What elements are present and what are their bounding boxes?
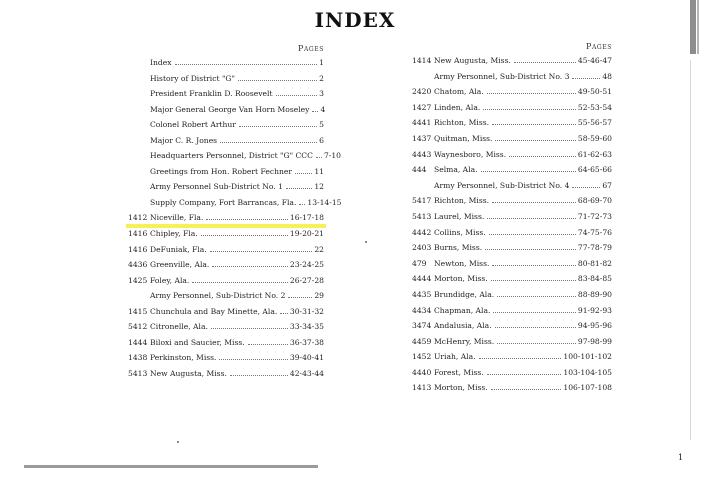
camp-number: 1438 bbox=[128, 353, 148, 363]
page-range: 7-10 bbox=[323, 151, 341, 161]
page-range: 68-69-70 bbox=[577, 196, 612, 206]
index-entry bbox=[128, 229, 324, 245]
index-entry bbox=[412, 72, 612, 88]
page-range: 22 bbox=[314, 244, 324, 254]
camp-number: 4459 bbox=[412, 336, 432, 346]
page-range: 1 bbox=[319, 58, 324, 67]
page-range: 94-95-96 bbox=[577, 321, 612, 331]
camp-number: 1452 bbox=[412, 352, 432, 362]
index-entry bbox=[412, 212, 612, 228]
index-entry bbox=[412, 196, 612, 212]
camp-number: 1427 bbox=[412, 102, 432, 112]
page-range: 33-34-35 bbox=[289, 322, 324, 332]
index-entry bbox=[128, 105, 324, 121]
camp-number: 1415 bbox=[128, 306, 148, 316]
camp-number: 4436 bbox=[128, 260, 148, 270]
entry-title: Greetings from Hon. Robert Fechner bbox=[150, 166, 293, 176]
page-range: 74-75-76 bbox=[577, 227, 612, 237]
entry-title: Chunchula and Bay Minette, Ala. bbox=[150, 306, 278, 316]
camp-number: 4440 bbox=[412, 367, 432, 377]
dot-leader bbox=[493, 312, 575, 313]
entry-title: History of District "G" bbox=[150, 73, 235, 83]
entry-title: Foley, Ala. bbox=[150, 275, 190, 285]
entry-title: Biloxi and Saucier, Miss. bbox=[150, 337, 245, 347]
index-entry bbox=[128, 120, 324, 136]
entry-title: Collins, Miss. bbox=[434, 227, 486, 237]
index-entry bbox=[412, 243, 612, 259]
dot-leader bbox=[295, 173, 312, 174]
page-range: 11 bbox=[314, 166, 324, 176]
index-entry bbox=[412, 56, 612, 72]
index-entry bbox=[128, 89, 324, 105]
index-entry bbox=[412, 383, 612, 399]
entry-title: Supply Company, Fort Barrancas, Fla. bbox=[150, 197, 297, 207]
entry-title: Morton, Miss. bbox=[434, 274, 488, 284]
entry-title: Index bbox=[150, 58, 172, 67]
dot-leader bbox=[312, 111, 318, 112]
dot-leader bbox=[495, 327, 576, 328]
dot-leader bbox=[492, 265, 575, 266]
index-entry bbox=[128, 369, 324, 385]
page-range: 91-92-93 bbox=[577, 305, 612, 315]
dot-leader bbox=[491, 389, 562, 390]
page-range: 55-56-57 bbox=[577, 118, 612, 128]
entry-title: Headquarters Personnel, District "G" CCC bbox=[150, 151, 313, 161]
dot-leader bbox=[495, 140, 575, 141]
index-entry bbox=[128, 291, 324, 307]
camp-number: 4441 bbox=[412, 118, 432, 128]
page-range: 106-107-108 bbox=[563, 383, 612, 393]
index-column-left bbox=[128, 44, 342, 384]
index-entry bbox=[128, 136, 324, 152]
index-entry bbox=[412, 321, 612, 337]
camp-number: 1437 bbox=[412, 133, 432, 143]
index-column-right bbox=[412, 42, 612, 399]
dot-leader bbox=[230, 375, 288, 376]
pages-column-header: Pages bbox=[586, 42, 612, 51]
camp-number: 1416 bbox=[128, 244, 148, 254]
entry-title: Niceville, Fla. bbox=[150, 213, 204, 223]
camp-number: 1444 bbox=[128, 337, 148, 347]
entry-title: Colonel Robert Arthur bbox=[150, 120, 236, 130]
entry-title: Richton, Miss. bbox=[434, 196, 490, 206]
index-entry bbox=[412, 181, 612, 197]
index-entry bbox=[128, 58, 324, 74]
dot-leader bbox=[487, 93, 576, 94]
dot-leader bbox=[210, 251, 313, 252]
page-range: 64-65-66 bbox=[577, 165, 612, 175]
index-entry bbox=[412, 134, 612, 150]
page-range: 13-14-15 bbox=[307, 197, 342, 207]
entry-title: Army Personnel, Sub-District No. 4 bbox=[434, 180, 570, 190]
index-entry bbox=[412, 352, 612, 368]
camp-number: 2403 bbox=[412, 243, 432, 253]
camp-number: 3474 bbox=[412, 321, 432, 331]
entry-title: Army Personnel, Sub-District No. 2 bbox=[150, 291, 286, 301]
dot-leader bbox=[288, 297, 312, 298]
dot-leader bbox=[492, 124, 576, 125]
camp-number: 479 bbox=[412, 258, 427, 268]
entry-title: Chatom, Ala. bbox=[434, 87, 484, 97]
camp-number: 4444 bbox=[412, 274, 432, 284]
entry-title: Linden, Ala. bbox=[434, 102, 481, 112]
page-range: 88-89-90 bbox=[577, 289, 612, 299]
entry-title: Andalusia, Ala. bbox=[434, 321, 492, 331]
index-entry bbox=[128, 260, 324, 276]
camp-number: 4434 bbox=[412, 305, 432, 315]
camp-number: 1425 bbox=[128, 275, 148, 285]
index-entry bbox=[128, 151, 341, 167]
page-range: 36-37-38 bbox=[289, 337, 324, 347]
scan-bottom-mark bbox=[24, 465, 318, 468]
entry-title: Richton, Miss. bbox=[434, 118, 490, 128]
page-range: 5 bbox=[319, 120, 324, 130]
dot-leader bbox=[219, 359, 287, 360]
dot-leader bbox=[206, 219, 288, 220]
entry-title: Newton, Miss. bbox=[434, 258, 490, 268]
dot-leader bbox=[201, 235, 288, 236]
entry-title: Forest, Miss. bbox=[434, 367, 484, 377]
page-range: 6 bbox=[319, 135, 324, 145]
entry-title: Morton, Miss. bbox=[434, 383, 488, 393]
entry-title: Citronelle, Ala. bbox=[150, 322, 208, 332]
page-number: 1 bbox=[678, 453, 684, 462]
dot-leader bbox=[485, 249, 576, 250]
page-range: 80-81-82 bbox=[577, 258, 612, 268]
page-range: 61-62-63 bbox=[577, 149, 612, 159]
dot-leader bbox=[489, 234, 576, 235]
index-entry bbox=[412, 259, 612, 275]
entry-title: Perkinston, Miss. bbox=[150, 353, 217, 363]
index-entry bbox=[412, 290, 612, 306]
page-title: INDEX bbox=[314, 8, 396, 32]
camp-number: 4435 bbox=[412, 289, 432, 299]
page-range: 42-43-44 bbox=[289, 368, 324, 378]
page-range: 49-50-51 bbox=[577, 87, 612, 97]
dot-leader bbox=[487, 374, 562, 375]
camp-number: 4443 bbox=[412, 149, 432, 159]
index-entry bbox=[128, 353, 324, 369]
page-range: 26-27-28 bbox=[289, 275, 324, 285]
camp-number: 1416 bbox=[128, 229, 148, 239]
dot-leader bbox=[487, 218, 576, 219]
entry-title: Major C. R. Jones bbox=[150, 135, 218, 145]
index-entry-list bbox=[412, 56, 612, 399]
index-entry bbox=[412, 165, 612, 181]
page-range: 71-72-73 bbox=[577, 211, 612, 221]
index-entry bbox=[128, 245, 324, 261]
scan-edge-line bbox=[690, 60, 691, 440]
page-range: 23-24-25 bbox=[289, 260, 324, 270]
page-range: 48 bbox=[602, 71, 612, 81]
index-entry bbox=[412, 337, 612, 353]
camp-number: 1412 bbox=[128, 213, 148, 223]
entry-title: Waynesboro, Miss. bbox=[434, 149, 507, 159]
index-entry bbox=[128, 197, 342, 214]
dot-leader bbox=[220, 142, 317, 143]
page-range: 4 bbox=[320, 104, 326, 114]
dot-leader bbox=[299, 204, 305, 205]
entry-title: New Augusta, Miss. bbox=[434, 56, 511, 65]
scan-edge-mark bbox=[690, 0, 696, 54]
page-range: 77-78-79 bbox=[577, 243, 612, 253]
entry-title: DeFuniak, Fla. bbox=[150, 244, 207, 254]
index-entry bbox=[128, 167, 324, 183]
dot-leader bbox=[248, 344, 288, 345]
page-range: 58-59-60 bbox=[577, 133, 612, 143]
page-range: 103-104-105 bbox=[563, 367, 612, 377]
index-entry bbox=[412, 87, 612, 103]
entry-title: New Augusta, Miss. bbox=[150, 368, 227, 378]
index-entry bbox=[128, 276, 324, 292]
page-range: 29 bbox=[314, 291, 324, 301]
index-entry bbox=[128, 322, 324, 338]
entry-title: Army Personnel Sub-District No. 1 bbox=[150, 182, 284, 192]
index-entry-list bbox=[128, 58, 342, 384]
camp-number: 5413 bbox=[412, 211, 432, 221]
dot-leader bbox=[572, 187, 600, 188]
index-entry bbox=[128, 74, 324, 90]
page-range: 100-101-102 bbox=[563, 352, 612, 362]
entry-title: Burns, Miss. bbox=[434, 243, 483, 253]
camp-number: 444 bbox=[412, 165, 427, 175]
pages-column-header: Pages bbox=[298, 44, 324, 53]
dot-leader bbox=[192, 282, 288, 283]
camp-number: 5412 bbox=[128, 322, 148, 332]
scan-speck bbox=[177, 441, 179, 443]
index-entry bbox=[412, 274, 612, 290]
dot-leader bbox=[286, 188, 312, 189]
index-entry bbox=[412, 150, 612, 166]
camp-number: 5413 bbox=[128, 368, 148, 378]
entry-title: Quitman, Miss. bbox=[434, 133, 493, 143]
dot-leader bbox=[175, 64, 318, 65]
scan-speck bbox=[365, 241, 367, 243]
page-range: 83-84-85 bbox=[577, 274, 612, 284]
scan-edge-mark bbox=[697, 0, 699, 54]
dot-leader bbox=[212, 266, 288, 267]
entry-title: Uriah, Ala. bbox=[434, 352, 476, 362]
dot-leader bbox=[276, 95, 318, 96]
dot-leader bbox=[483, 109, 576, 110]
entry-title: Brundidge, Ala. bbox=[434, 289, 495, 299]
camp-number: 4442 bbox=[412, 227, 432, 237]
page-range: 39-40-41 bbox=[289, 353, 324, 363]
index-entry bbox=[412, 368, 612, 384]
page-range: 16-17-18 bbox=[289, 213, 324, 223]
camp-number: 1414 bbox=[412, 56, 432, 65]
entry-title: Major General George Van Horn Moseley bbox=[150, 104, 310, 114]
index-entry bbox=[412, 103, 612, 119]
dot-leader bbox=[509, 156, 576, 157]
index-entry bbox=[412, 118, 612, 134]
page-range: 67 bbox=[602, 180, 612, 190]
dot-leader bbox=[497, 343, 576, 344]
dot-leader bbox=[491, 280, 576, 281]
entry-title: Chipley, Fla. bbox=[150, 229, 198, 239]
camp-number: 2420 bbox=[412, 87, 432, 97]
index-entry bbox=[412, 306, 612, 322]
dot-leader bbox=[280, 313, 288, 314]
page-range: 45-46-47 bbox=[577, 56, 612, 65]
entry-title: McHenry, Miss. bbox=[434, 336, 495, 346]
entry-title: Chapman, Ala. bbox=[434, 305, 491, 315]
entry-title: Army Personnel, Sub-District No. 3 bbox=[434, 71, 570, 81]
entry-title: Greenville, Ala. bbox=[150, 260, 210, 270]
dot-leader bbox=[481, 171, 576, 172]
entry-title: Selma, Ala. bbox=[434, 165, 478, 175]
dot-leader bbox=[239, 126, 317, 127]
dot-leader bbox=[492, 202, 576, 203]
index-entry bbox=[128, 213, 324, 229]
dot-leader bbox=[211, 328, 288, 329]
dot-leader bbox=[572, 78, 600, 79]
index-entry bbox=[128, 307, 324, 323]
page-range: 30-31-32 bbox=[289, 306, 324, 316]
page-range: 52-53-54 bbox=[577, 102, 612, 112]
dot-leader bbox=[238, 80, 317, 81]
dot-leader bbox=[316, 157, 322, 158]
index-entry bbox=[412, 228, 612, 244]
page-range: 3 bbox=[319, 89, 324, 99]
camp-number: 1413 bbox=[412, 383, 432, 393]
page-range: 12 bbox=[314, 182, 324, 192]
index-entry bbox=[128, 338, 324, 354]
camp-number: 5417 bbox=[412, 196, 432, 206]
index-entry bbox=[128, 182, 324, 198]
dot-leader bbox=[514, 62, 576, 63]
page-range: 2 bbox=[319, 73, 324, 83]
dot-leader bbox=[479, 358, 562, 359]
entry-title: President Franklin D. Roosevelt bbox=[150, 89, 273, 99]
page-range: 19-20-21 bbox=[289, 229, 324, 239]
page-range: 97-98-99 bbox=[577, 336, 612, 346]
dot-leader bbox=[497, 296, 576, 297]
entry-title: Laurel, Miss. bbox=[434, 211, 485, 221]
